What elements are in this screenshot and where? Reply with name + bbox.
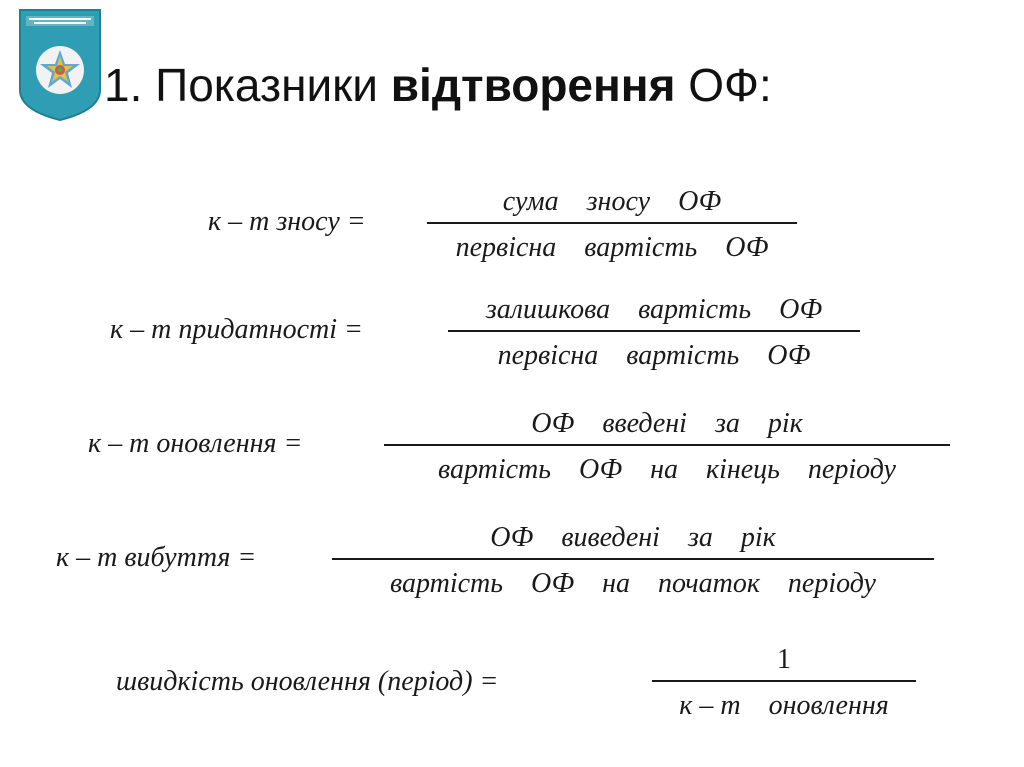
formula-lhs: к – т оновлення = <box>88 428 303 459</box>
fraction-bar <box>427 222 797 224</box>
fraction <box>332 522 934 602</box>
fraction-numerator: сума зносу ОФ <box>502 186 722 217</box>
fraction <box>427 186 797 266</box>
fraction-numerator: 1 <box>777 644 791 675</box>
fraction-numerator: ОФ виведені за рік <box>490 522 776 553</box>
fraction-bar <box>384 444 950 446</box>
title-bold: відтворення <box>390 59 676 111</box>
formula-lhs: к – т зносу = <box>208 206 366 237</box>
university-logo <box>18 8 102 122</box>
fraction <box>652 644 916 724</box>
fraction-denominator: к – т оновлення <box>679 690 889 721</box>
fraction-bar <box>448 330 860 332</box>
fraction <box>448 294 860 374</box>
fraction-bar <box>332 558 934 560</box>
title-prefix: 1. Показники <box>104 59 391 111</box>
fraction-denominator: вартість ОФ на початок періоду <box>390 568 876 599</box>
fraction-denominator: первісна вартість ОФ <box>455 232 769 263</box>
title-suffix: ОФ: <box>675 59 772 111</box>
formula-lhs: швидкість оновлення (період) = <box>116 666 499 697</box>
formula-lhs: к – т придатності = <box>110 314 363 345</box>
fraction <box>384 408 950 488</box>
formula-lhs: к – т вибуття = <box>56 542 257 573</box>
fraction-bar <box>652 680 916 682</box>
slide-title <box>104 59 772 111</box>
fraction-numerator: ОФ введені за рік <box>531 408 803 439</box>
fraction-denominator: первісна вартість ОФ <box>497 340 811 371</box>
fraction-numerator: залишкова вартість ОФ <box>485 294 823 325</box>
fraction-denominator: вартість ОФ на кінець періоду <box>438 454 896 485</box>
